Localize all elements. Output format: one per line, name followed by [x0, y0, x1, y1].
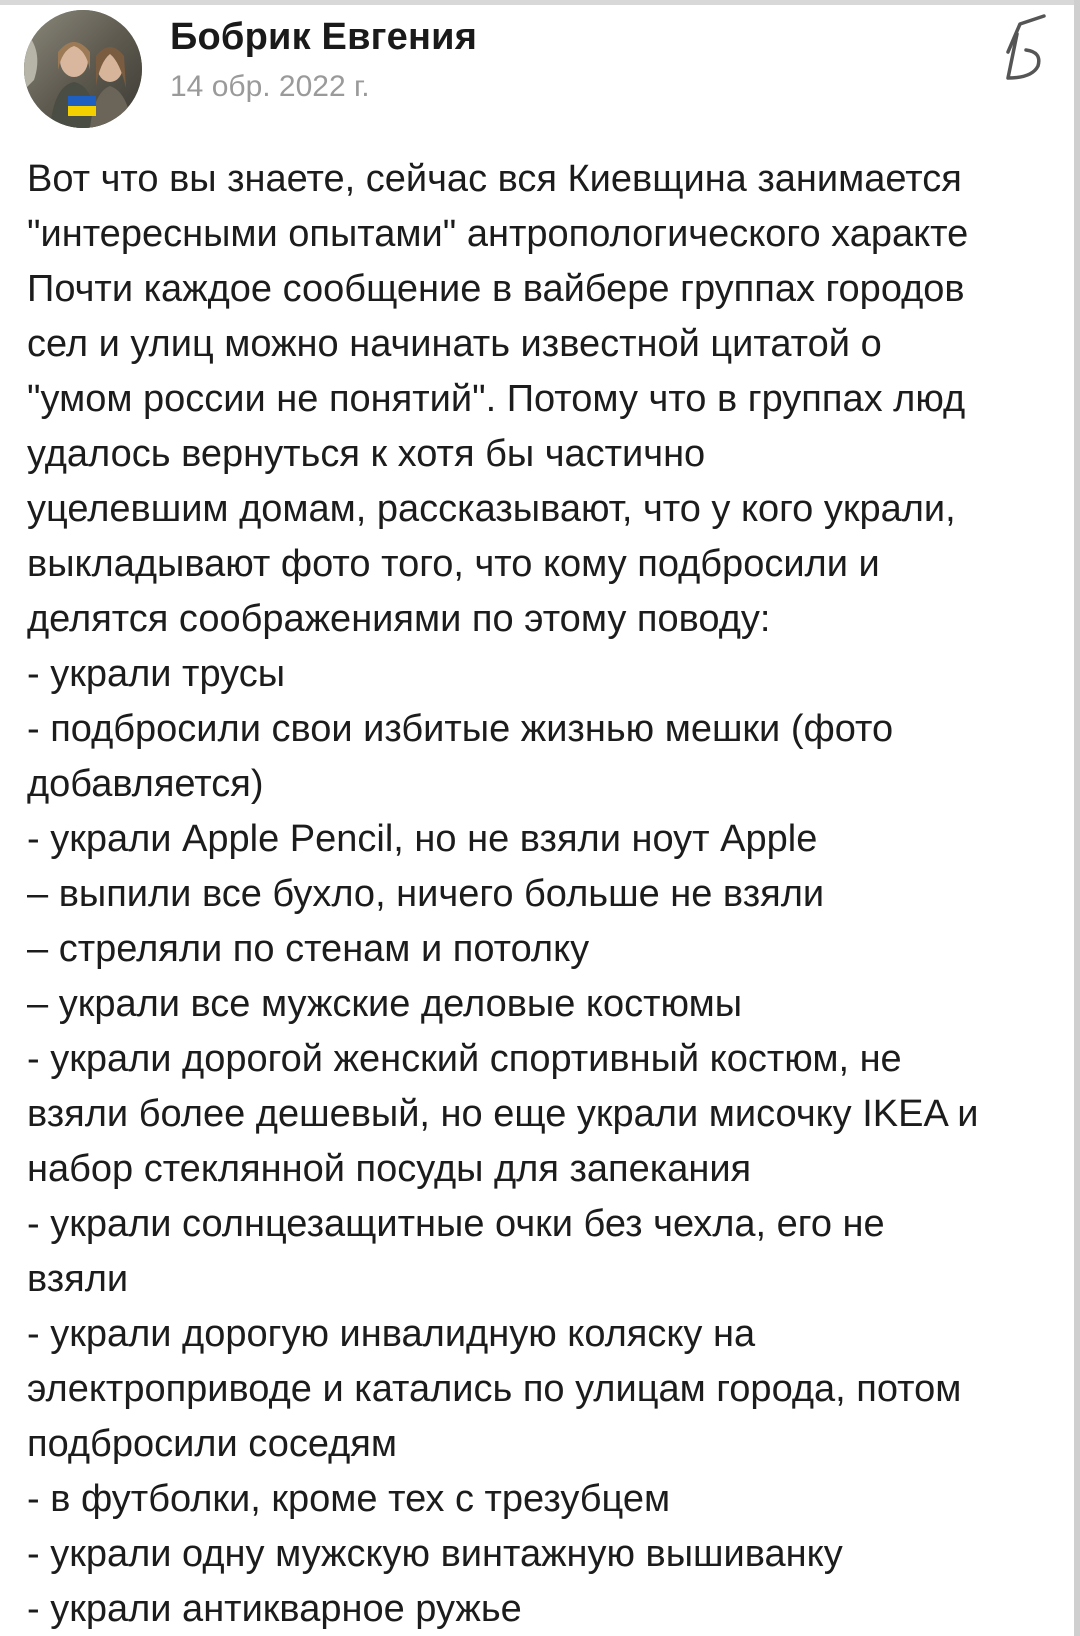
avatar[interactable]	[24, 10, 142, 128]
post-line: Почти каждое сообщение в вайбере группах городов	[27, 268, 965, 310]
post-line: - в футболки, кроме тех с трезубцем	[27, 1478, 671, 1520]
post-line: взяли более дешевый, но еще украли мисочку IKEA и	[27, 1093, 979, 1135]
post-line: - украли трусы	[27, 653, 286, 695]
post-line: Вот что вы знаете, сейчас вся Киевщина занимается	[27, 158, 962, 200]
post-line: - подбросили свои избитые жизнью мешки (фото	[27, 708, 894, 750]
post-line: – стреляли по стенам и потолку	[27, 928, 590, 970]
post-line: взяли	[27, 1258, 129, 1300]
post-date: 14 обр. 2022 г.	[170, 70, 370, 103]
post-line: набор стеклянной посуды для запекания	[27, 1148, 752, 1190]
post-line: - украли антикварное ружье	[27, 1588, 522, 1630]
post-body	[27, 152, 1080, 1636]
post-line: электроприводе и катались по улицам города, потом	[27, 1368, 962, 1410]
post-line: удалось вернуться к хотя бы частично	[27, 433, 706, 475]
post-line: добавляется)	[27, 763, 264, 805]
author-name[interactable]: Бобрик Евгения	[170, 16, 478, 58]
post-line: – выпили все бухло, ничего больше не взяли	[27, 873, 825, 915]
post-line: – украли все мужские деловые костюмы	[27, 983, 743, 1025]
post-line: "умом россии не понятий". Потому что в группах люд	[27, 378, 966, 420]
avatar-photo	[24, 10, 142, 128]
post-line: - украли одну мужскую винтажную вышиванку	[27, 1533, 843, 1575]
post-line: подбросили соседям	[27, 1423, 397, 1465]
post-line: уцелевшим домам, рассказывают, что у кого украли,	[27, 488, 956, 530]
top-divider	[0, 0, 1080, 5]
post-line: "интересными опытами" антропологического характе	[27, 213, 969, 255]
post-line: - украли Apple Pencil, но не взяли ноут Apple	[27, 818, 818, 860]
post-line: выкладывают фото того, что кому подбросили и	[27, 543, 880, 585]
bookmark-icon[interactable]	[998, 12, 1058, 82]
post-line: - украли дорогой женский спортивный костюм, не	[27, 1038, 902, 1080]
post-line: делятся соображениями по этому поводу:	[27, 598, 771, 640]
post-line: сел и улиц можно начинать известной цитатой о	[27, 323, 882, 365]
post-line: - украли солнцезащитные очки без чехла, его не	[27, 1203, 885, 1245]
post-line: - украли дорогую инвалидную коляску на	[27, 1313, 756, 1355]
ukraine-flag-badge	[68, 96, 96, 116]
